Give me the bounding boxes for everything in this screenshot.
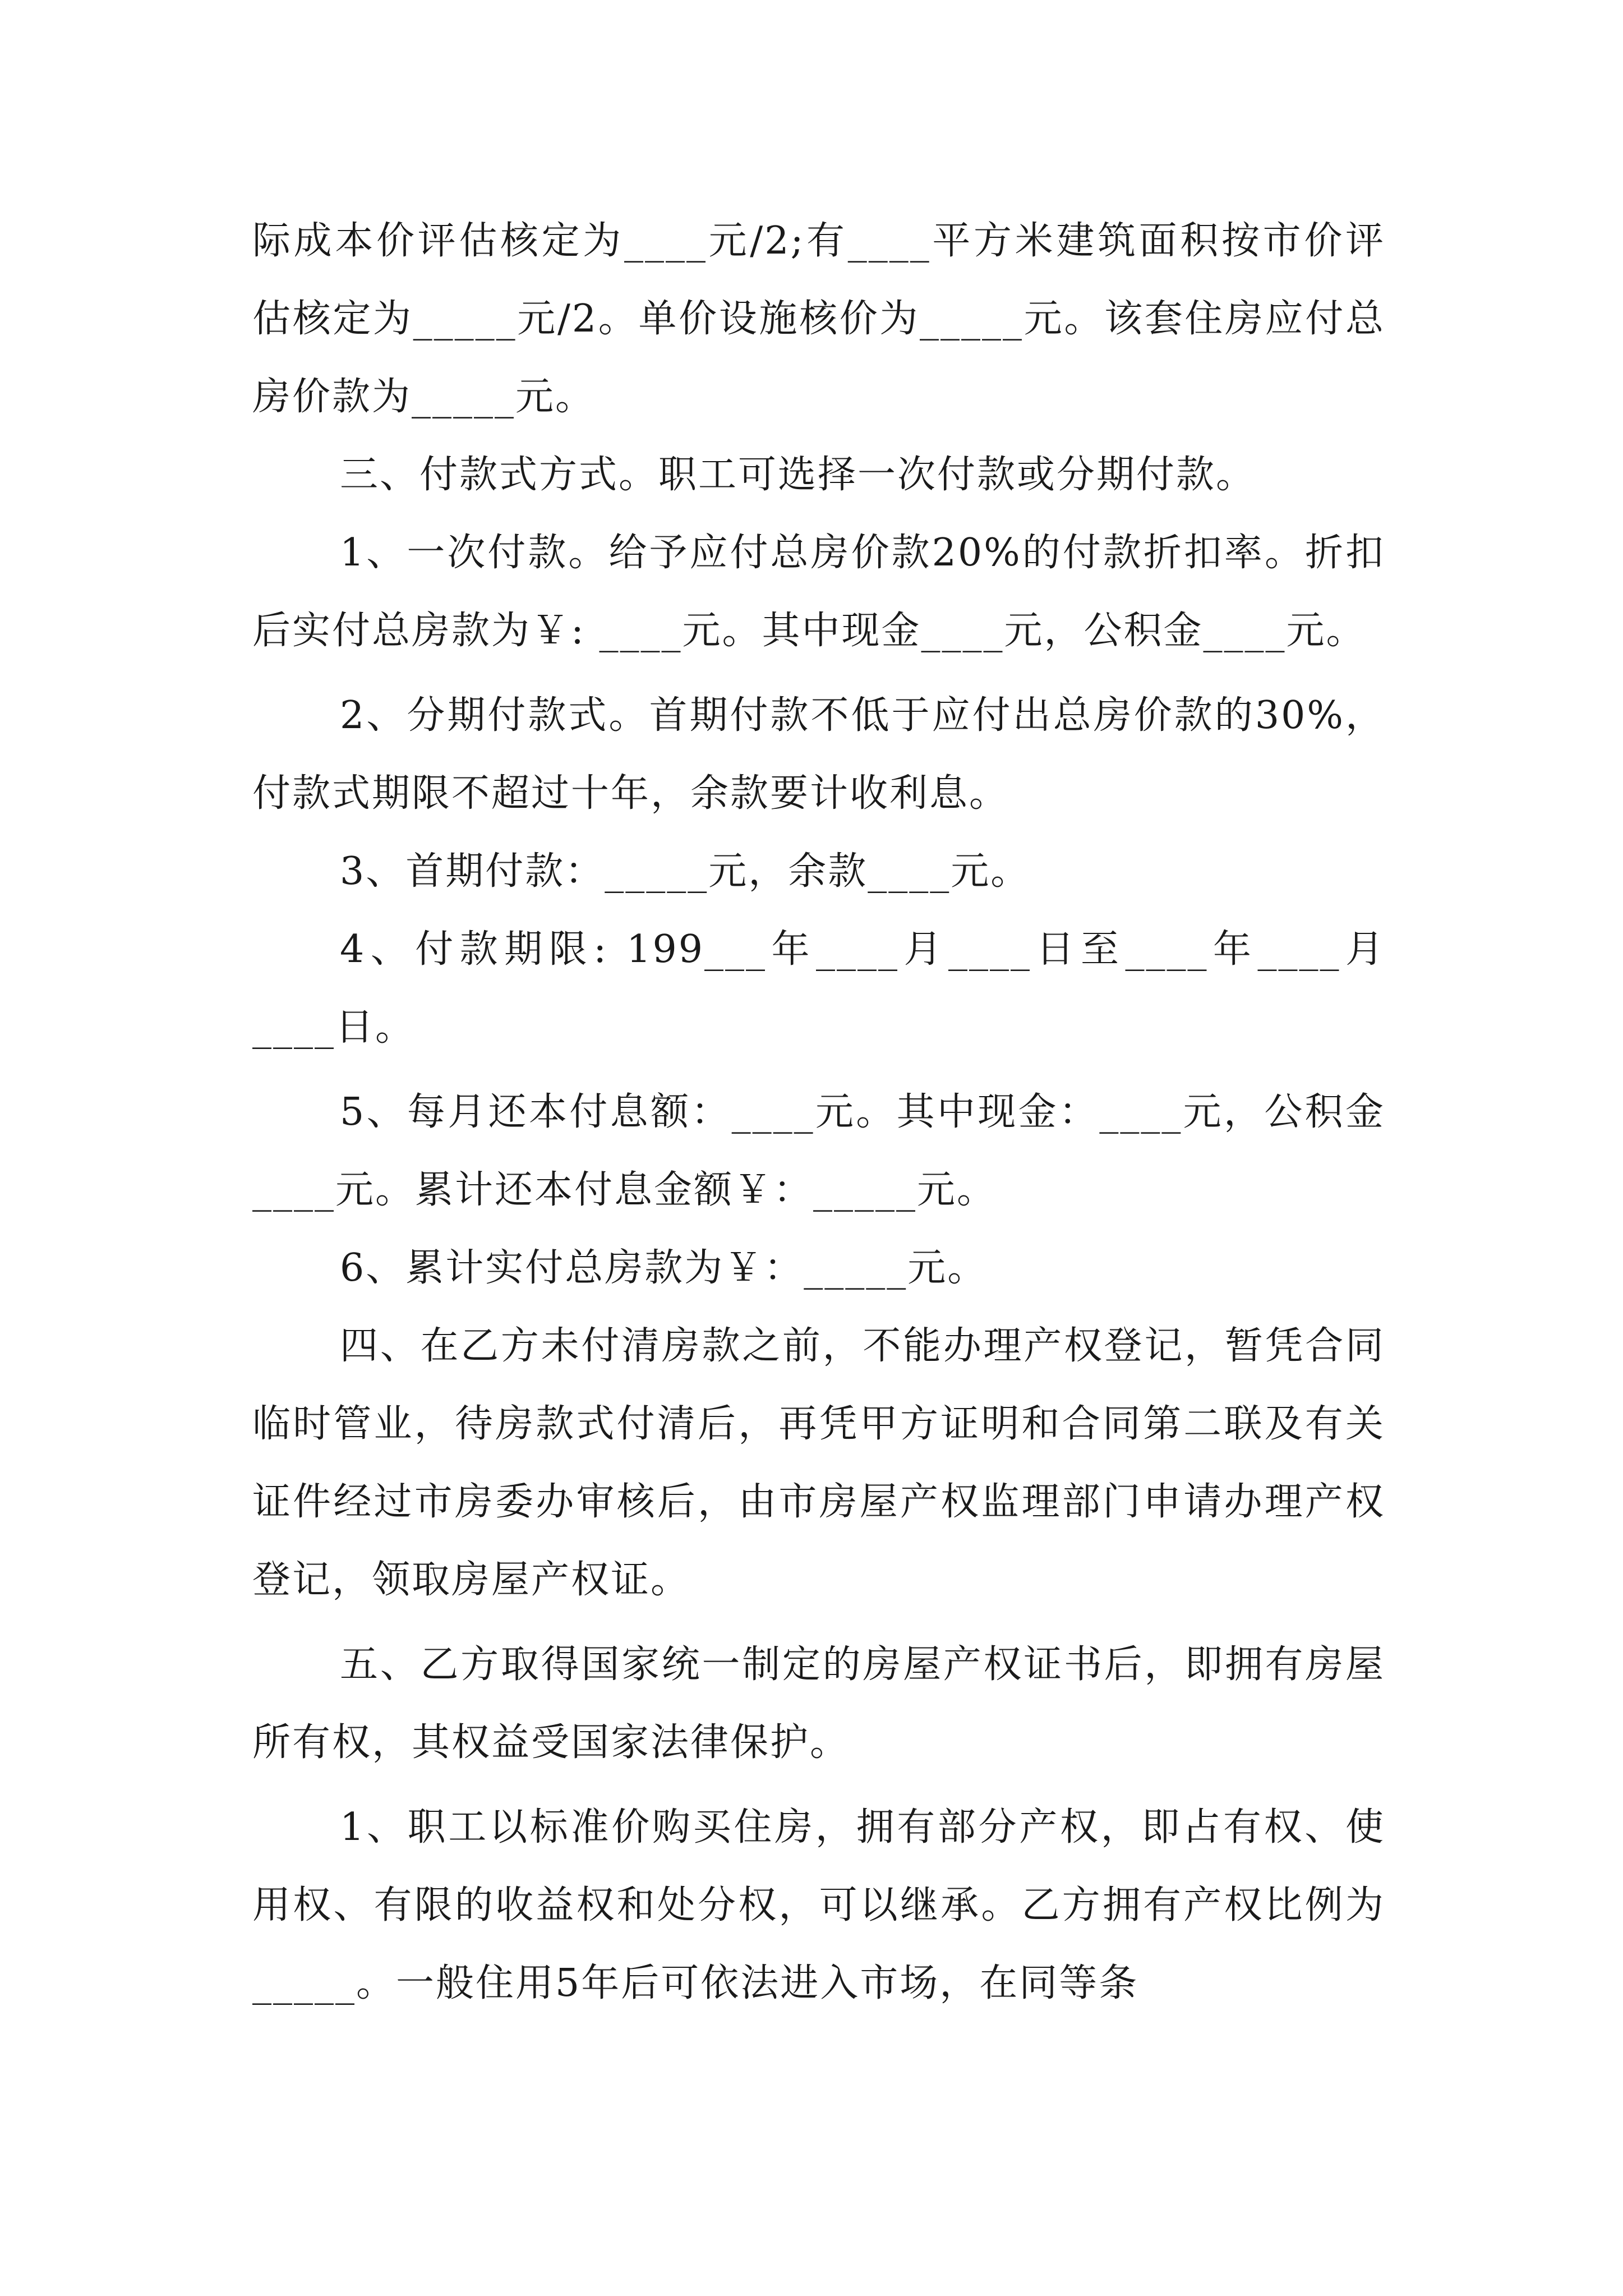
paragraph-monthly-repayment: 5、每月还本付息额：____元。其中现金：____元，公积金____元。累计还本付息金额￥：_____元。 [252,1090,1385,1212]
paragraph-lump-sum-payment: 1、一次付款。给予应付总房价款20%的付款折扣率。折扣后实付总房款为￥: ____元。其中现金____元，公积金____元。 [252,531,1385,653]
paragraph-partial-ownership: 1、职工以标准价购买住房，拥有部分产权，即占有权、使用权、有限的收益权和处分权，可以继承。乙方拥有产权比例为_____。一般住用5年后可依法进入市场，在同等条 [252,1805,1385,2005]
paragraph-total-paid: 6、累计实付总房款为￥：_____元。 [340,1246,988,1290]
paragraph-property-registration: 四、在乙方未付清房款之前，不能办理产权登记，暂凭合同临时管业，待房款式付清后，再凭甲方证明和合同第二联及有关证件经过市房委办审核后，由市房屋产权监理部门申请办理产权登记，领取房屋产权证。 [252,1324,1385,1602]
paragraph-installment-payment: 2、分期付款式。首期付款不低于应付出总房价款的30%，付款式期限不超过十年，余款要计收利息。 [252,693,1385,816]
document-page [252,202,1385,2022]
paragraph-payment-period: 4、付款期限: 199___年____月____日至____年____月____日。 [252,927,1385,1050]
paragraph-price-assessment: 际成本价评估核定为____元/2;有____平方米建筑面积按市价评估核定为_____元/2。单价设施核价为_____元。该套住房应付总房价款为_____元。 [252,219,1385,419]
paragraph-first-payment: 3、首期付款：_____元，余款____元。 [340,849,1031,894]
paragraph-ownership-certificate: 五、乙方取得国家统一制定的房屋产权证书后，即拥有房屋所有权，其权益受国家法律保护。 [252,1642,1385,1765]
paragraph-payment-method: 三、付款式方式。职工可选择一次付款或分期付款。 [340,453,1256,497]
